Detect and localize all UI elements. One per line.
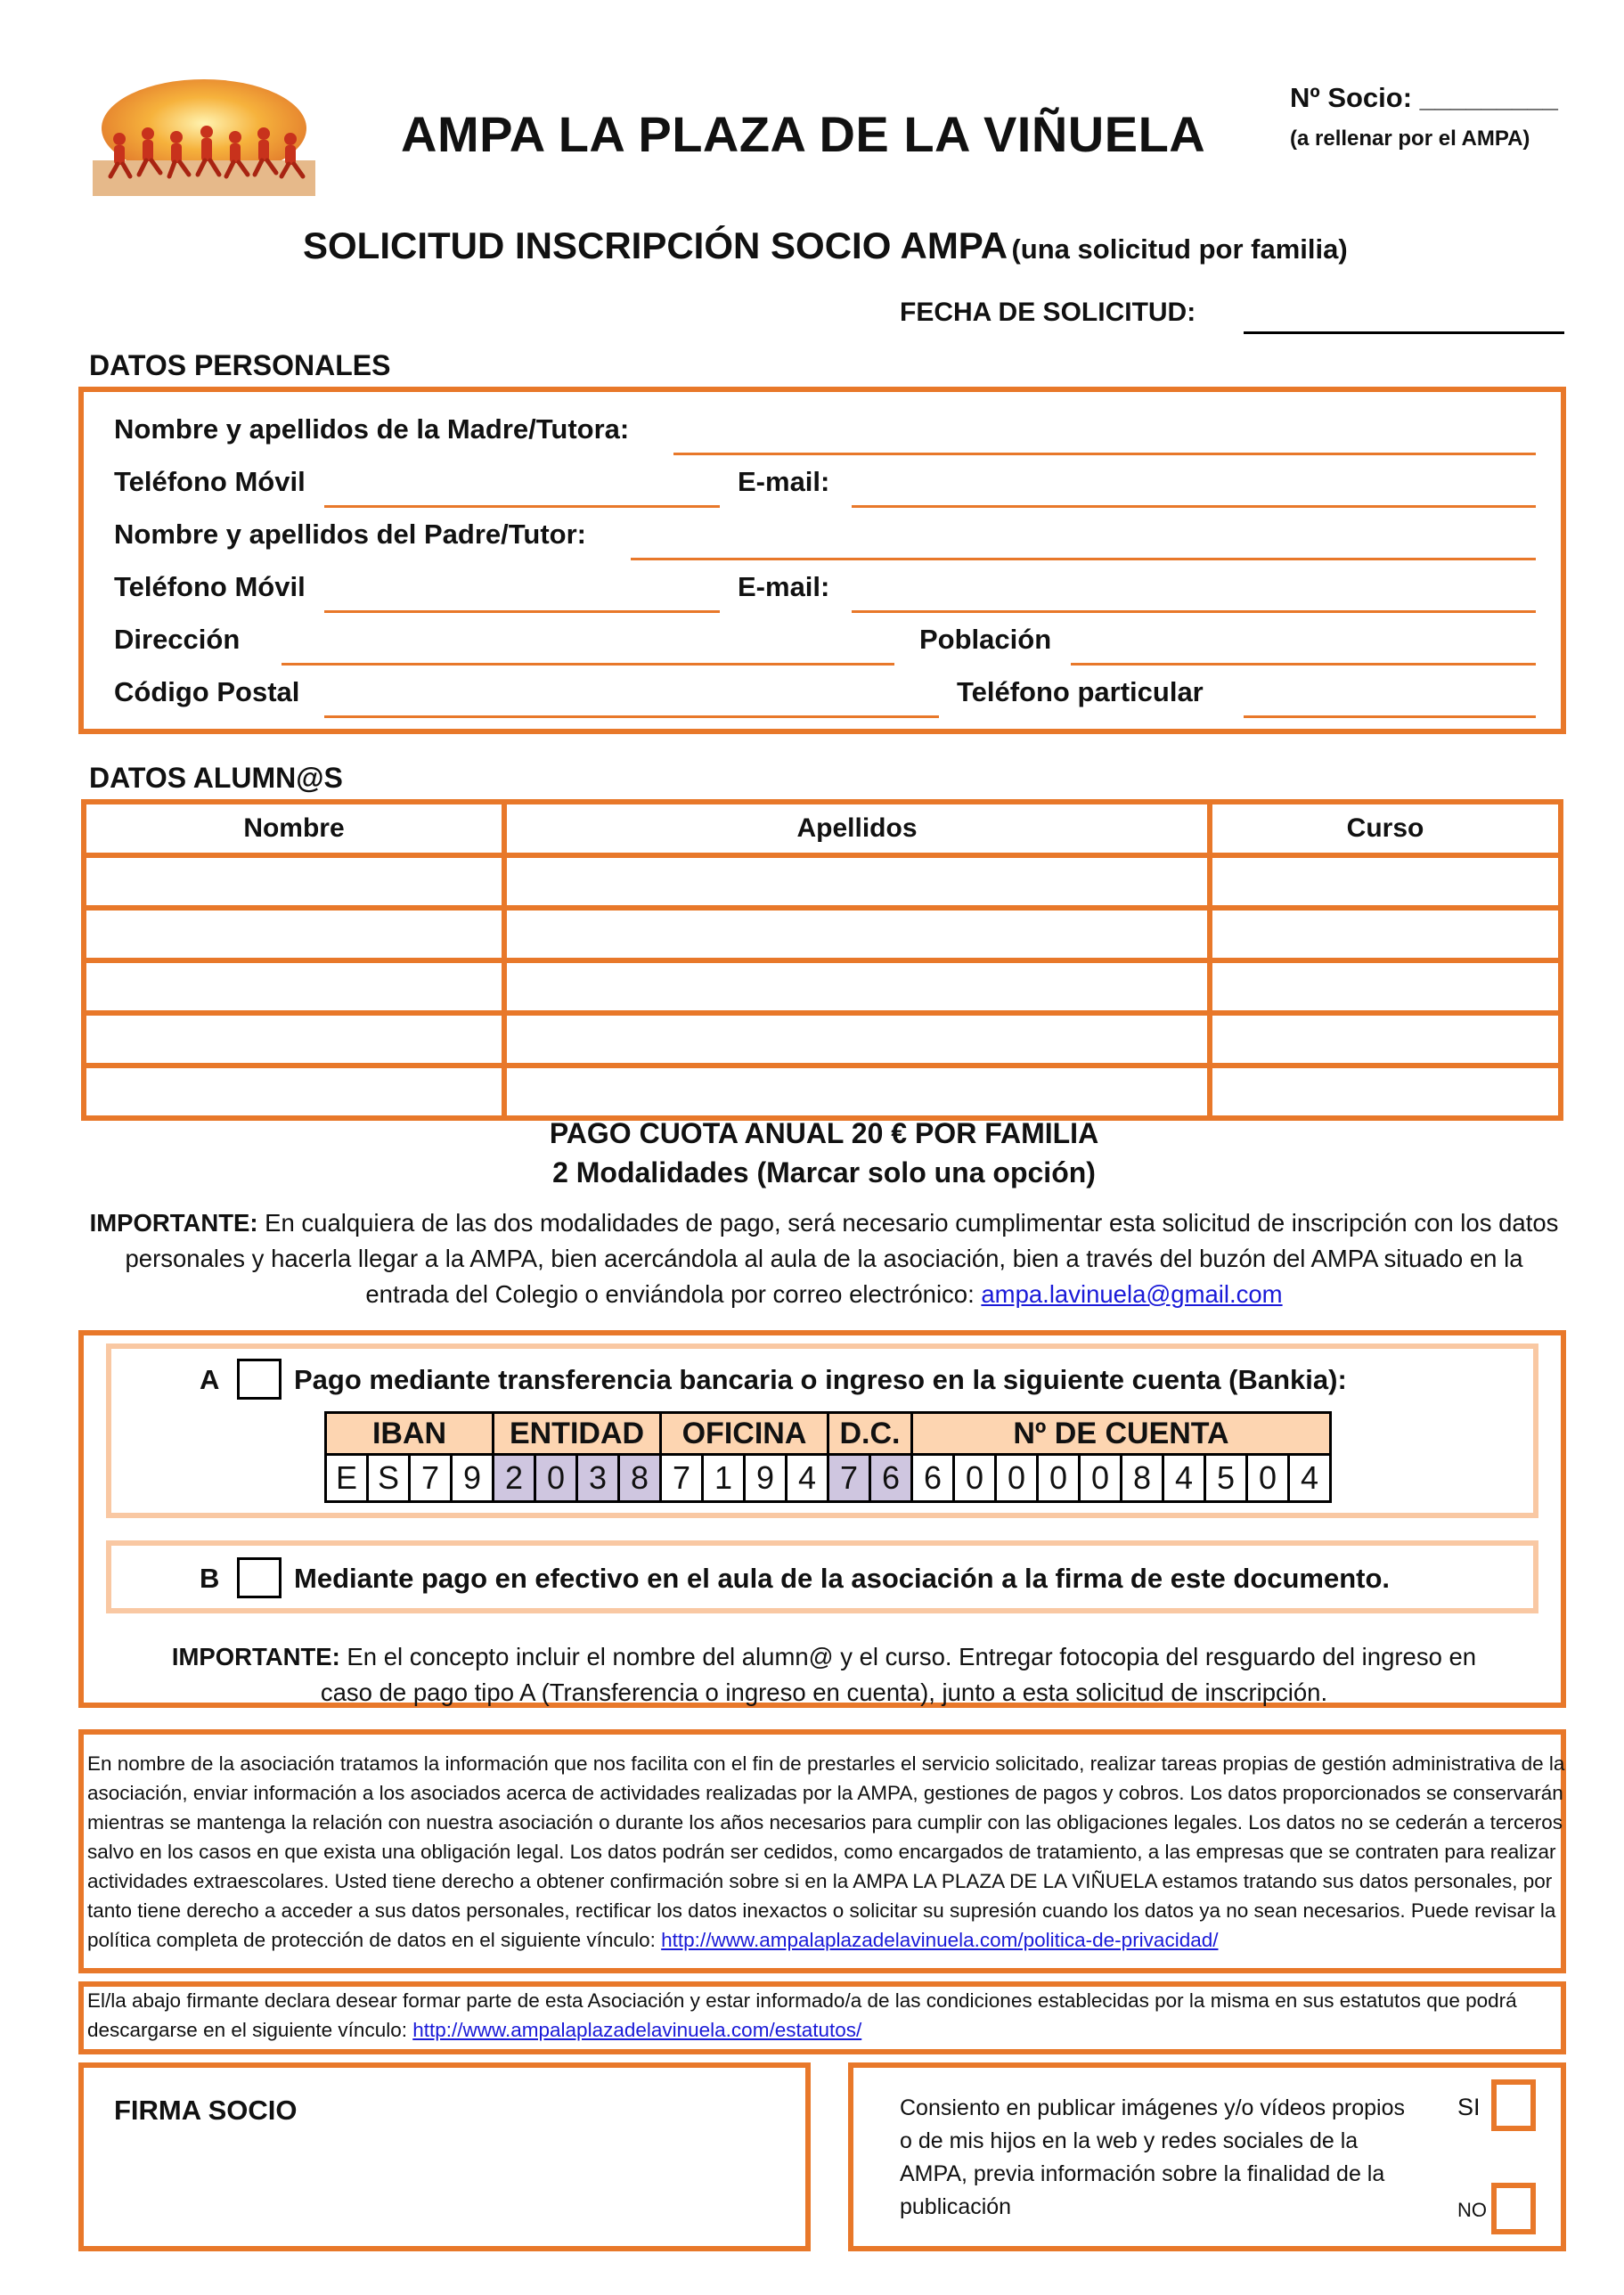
apellidos-cell[interactable] (504, 908, 1210, 960)
iban-digit: 0 (954, 1455, 996, 1502)
pago-line1: PAGO CUOTA ANUAL 20 € POR FAMILIA (549, 1117, 1099, 1149)
table-row (84, 960, 1561, 1013)
iban-digit: 7 (828, 1455, 870, 1502)
nombre-cell[interactable] (84, 1066, 504, 1118)
iban-digits-row (326, 1455, 1331, 1502)
movil1-label: Teléfono Móvil (114, 466, 306, 497)
iban-digit: 7 (410, 1455, 452, 1502)
privacy-text (87, 1749, 1566, 1955)
column-header: Curso (1210, 802, 1561, 855)
consent-si-checkbox[interactable] (1491, 2079, 1536, 2131)
email-link[interactable]: ampa.lavinuela@gmail.com (981, 1280, 1283, 1308)
pago-line2: 2 Modalidades (Marcar solo una opción) (552, 1156, 1096, 1188)
table-row (84, 908, 1561, 960)
iban-table (324, 1411, 1332, 1503)
consent-line: AMPA, previa información sobre la finalidad de la (900, 2161, 1385, 2186)
iban-header-row (326, 1413, 1331, 1455)
important-text-3: entrada del Colegio o enviándola por correo electrónico: (365, 1280, 975, 1308)
important2-note (80, 1639, 1568, 1711)
iban-digit: 8 (1122, 1455, 1163, 1502)
padre-field[interactable] (631, 558, 1536, 560)
iban-digit: 3 (577, 1455, 619, 1502)
estatutos-link[interactable]: http://www.ampalaplazadelavinuela.com/estatutos/ (412, 2019, 862, 2041)
nombre-cell[interactable] (84, 960, 504, 1013)
iban-digit: 2 (494, 1455, 535, 1502)
table-row (84, 855, 1561, 908)
madre-label: Nombre y apellidos de la Madre/Tutora: (114, 413, 630, 445)
firma-label: FIRMA SOCIO (114, 2095, 298, 2126)
consent-text (900, 2092, 1405, 2224)
direccion-label: Dirección (114, 624, 241, 655)
iban-digit: 0 (996, 1455, 1038, 1502)
important2-label: IMPORTANTE: (171, 1643, 340, 1670)
email2-field[interactable] (852, 610, 1536, 613)
direccion-field[interactable] (282, 663, 894, 666)
firma-box[interactable] (78, 2062, 811, 2251)
iban-digit: 9 (452, 1455, 494, 1502)
modalidad-a-checkbox[interactable] (237, 1359, 282, 1400)
modalidad-b-letter: B (200, 1563, 220, 1594)
form-title-sub: (una solicitud por familia) (1011, 233, 1348, 265)
curso-cell[interactable] (1210, 908, 1561, 960)
iban-digit: 5 (1205, 1455, 1247, 1502)
iban-digit: 9 (745, 1455, 787, 1502)
important-text-1: En cualquiera de las dos modalidades de pago, será necesario cumplimentar esta solicitud de inscripción con los datos (257, 1209, 1559, 1237)
datos-personales-heading: DATOS PERSONALES (89, 349, 391, 381)
modalidad-b-checkbox[interactable] (237, 1557, 282, 1598)
privacy-line: En nombre de la asociación tratamos la información que nos facilita con el fin de prestarles el servicio solicitado, realizar tareas propias de gestión administrativa de la (87, 1752, 1565, 1775)
socio-number-label: Nº Socio: _________ (1290, 82, 1558, 113)
alumnos-table (81, 799, 1563, 1121)
email2-label: E-mail: (738, 571, 830, 602)
apellidos-cell[interactable] (504, 960, 1210, 1013)
nombre-cell[interactable] (84, 908, 504, 960)
curso-cell[interactable] (1210, 1013, 1561, 1066)
privacy-line-last (87, 1925, 1566, 1955)
curso-cell[interactable] (1210, 855, 1561, 908)
email1-field[interactable] (852, 505, 1536, 508)
curso-cell[interactable] (1210, 960, 1561, 1013)
poblacion-field[interactable] (1071, 663, 1536, 666)
consent-line: publicación (900, 2194, 1012, 2219)
privacy-line: mientras se mantenga la relación con nuestra asociación o durante los años necesarios para cumplir con las obligaciones legales. Los datos no se cederán a terceros (87, 1811, 1563, 1834)
privacy-line: actividades extraescolares. Usted tiene derecho a obtener confirmación sobre si en la AMPA LA PLAZA DE LA VIÑUELA estamos tratando sus datos personales, por (87, 1870, 1553, 1892)
logo (93, 75, 315, 196)
consent-no-label: NO (1457, 2199, 1487, 2221)
privacy-link[interactable]: http://www.ampalaplazadelavinuela.com/politica-de-privacidad/ (661, 1929, 1219, 1951)
consent-no-checkbox[interactable] (1491, 2183, 1536, 2234)
iban-digit: 7 (661, 1455, 703, 1502)
iban-digit: 0 (535, 1455, 577, 1502)
estatutos-line2 (87, 2015, 1566, 2045)
cp-label: Código Postal (114, 676, 300, 707)
iban-digit: 4 (1289, 1455, 1331, 1502)
form-title-main: SOLICITUD INSCRIPCIÓN SOCIO AMPA (303, 225, 1008, 266)
entidad-header: ENTIDAD (494, 1413, 661, 1455)
iban-digit: E (326, 1455, 368, 1502)
apellidos-cell[interactable] (504, 855, 1210, 908)
apellidos-cell[interactable] (504, 1066, 1210, 1118)
table-row (84, 1013, 1561, 1066)
iban-digit: 0 (1247, 1455, 1289, 1502)
privacy-line: salvo en los casos en que exista una obligación legal. Los datos podrán ser cedidos, como encargados de tratamiento, a las empresas que se contraten para realizar (87, 1841, 1556, 1863)
iban-digit: 6 (870, 1455, 912, 1502)
tel-particular-field[interactable] (1244, 715, 1536, 718)
consent-si-label: SI (1457, 2094, 1481, 2120)
alumnos-header-row (84, 802, 1561, 855)
important-label: IMPORTANTE: (89, 1209, 258, 1237)
tel-particular-label: Teléfono particular (957, 676, 1204, 707)
iban-digit: 0 (1038, 1455, 1080, 1502)
iban-header: IBAN (326, 1413, 494, 1455)
column-header: Apellidos (504, 802, 1210, 855)
estatutos-line2-text: descargarse en el siguiente vínculo: (87, 2019, 413, 2041)
iban-digit: S (368, 1455, 410, 1502)
oficina-header: OFICINA (661, 1413, 828, 1455)
page-title: AMPA LA PLAZA DE LA VIÑUELA (401, 106, 1206, 162)
iban-digit: 8 (619, 1455, 661, 1502)
movil2-field[interactable] (324, 610, 720, 613)
nombre-cell[interactable] (84, 855, 504, 908)
poblacion-label: Población (919, 624, 1052, 655)
consent-line: Consiento en publicar imágenes y/o vídeos propios (900, 2095, 1406, 2120)
important-text-2: personales y hacerla llegar a la AMPA, bien acercándola al aula de la asociación, bien a través del buzón del AMPA situado en la (125, 1245, 1523, 1272)
socio-number-note: (a rellenar por el AMPA) (1290, 127, 1530, 151)
privacy-line: asociación, enviar información a los asociados acerca de actividades realizadas por la AMPA, gestiones de pagos y cobros. Los datos proporcionados se conservarán (87, 1782, 1563, 1804)
iban-digit: 6 (912, 1455, 954, 1502)
iban-digit: 1 (703, 1455, 745, 1502)
table-row (84, 1066, 1561, 1118)
email1-label: E-mail: (738, 466, 830, 497)
important2-text-2: caso de pago tipo A (Transferencia o ingreso en cuenta), junto a esta solicitud de inscripción. (320, 1678, 1328, 1706)
fecha-field[interactable] (1244, 331, 1564, 334)
dc-header: D.C. (828, 1413, 912, 1455)
curso-cell[interactable] (1210, 1066, 1561, 1118)
iban-digit: 0 (1080, 1455, 1122, 1502)
estatutos-line1: El/la abajo firmante declara desear formar parte de esta Asociación y estar informado/a de las condiciones establecidas por la misma en sus estatutos que podrá (87, 1989, 1517, 2012)
privacy-line: tanto tiene derecho a acceder a sus datos personales, rectificar los datos inexactos o solicitar su supresión cuando los datos ya no sean necesarios. Puede revisar la (87, 1899, 1556, 1922)
column-header: Nombre (84, 802, 504, 855)
estatutos-text (87, 1986, 1566, 2045)
madre-field[interactable] (673, 453, 1536, 455)
datos-alumnos-heading: DATOS ALUMN@S (89, 762, 343, 794)
modalidad-b-text: Mediante pago en efectivo en el aula de la asociación a la firma de este documento. (294, 1563, 1391, 1594)
privacy-last-text: política completa de protección de datos en el siguiente vínculo: (87, 1929, 662, 1951)
iban-digit: 4 (1163, 1455, 1205, 1502)
movil1-field[interactable] (324, 505, 720, 508)
form-title (303, 225, 1348, 267)
cp-field[interactable] (324, 715, 939, 718)
movil2-label: Teléfono Móvil (114, 571, 306, 602)
consent-line: o de mis hijos en la web y redes sociales de la (900, 2128, 1359, 2153)
important-note (71, 1205, 1577, 1312)
apellidos-cell[interactable] (504, 1013, 1210, 1066)
iban-digit: 4 (787, 1455, 828, 1502)
cuenta-header: Nº DE CUENTA (912, 1413, 1331, 1455)
modalidad-a-text: Pago mediante transferencia bancaria o ingreso en la siguiente cuenta (Bankia): (294, 1364, 1347, 1395)
padre-label: Nombre y apellidos del Padre/Tutor: (114, 519, 586, 550)
important2-text-1: En el concepto incluir el nombre del alumn@ y el curso. Entregar fotocopia del resguardo del ingreso en (339, 1643, 1477, 1670)
nombre-cell[interactable] (84, 1013, 504, 1066)
fecha-label: FECHA DE SOLICITUD: (900, 298, 1196, 327)
modalidad-a-letter: A (200, 1364, 220, 1395)
